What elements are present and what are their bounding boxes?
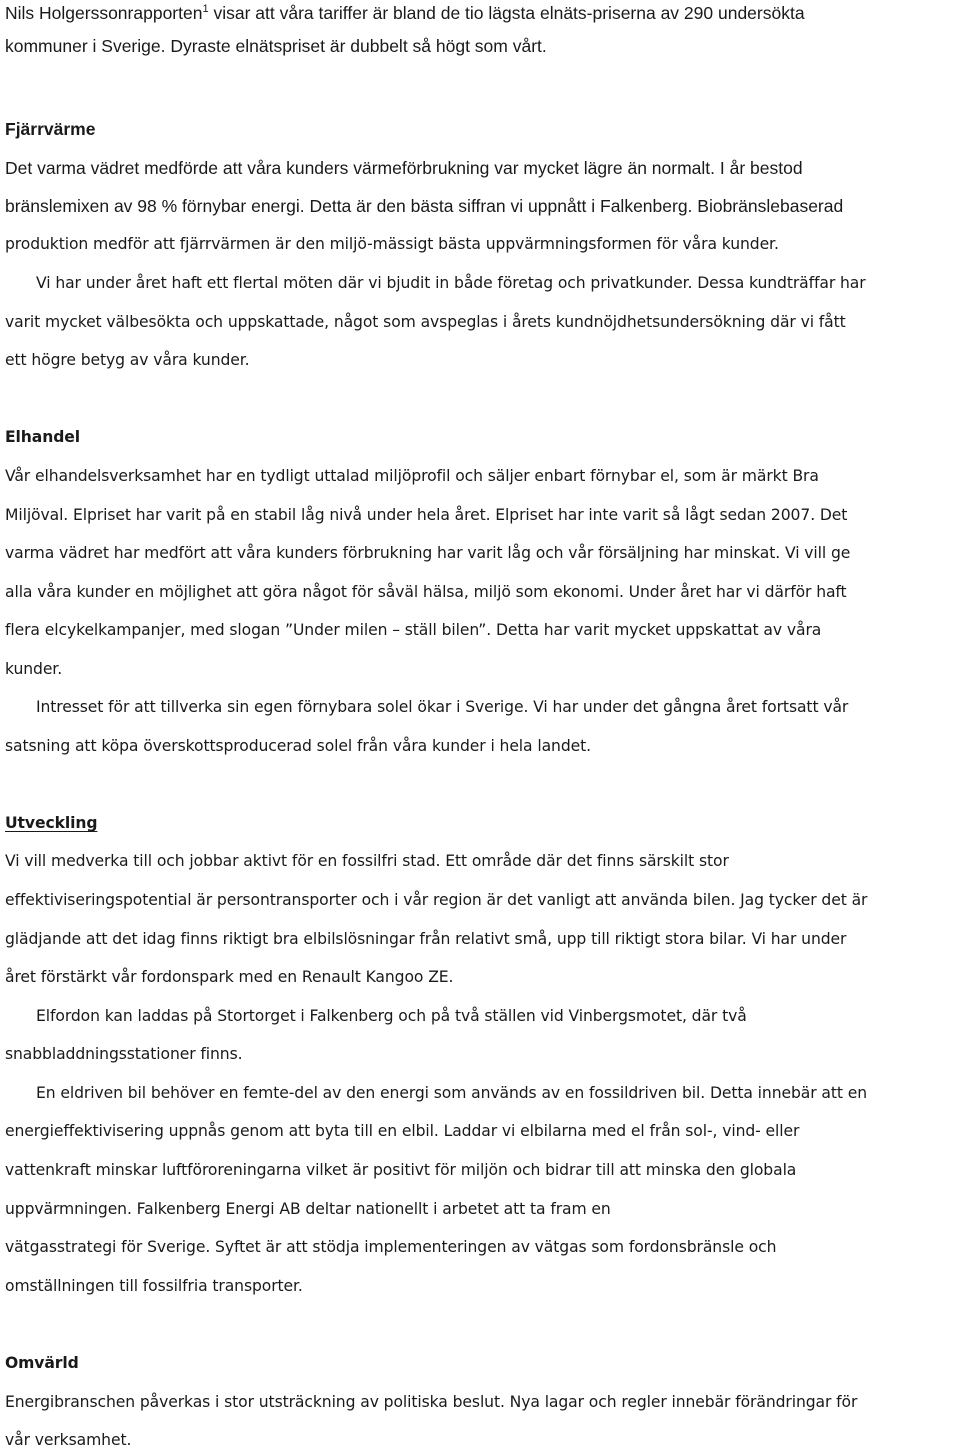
section-heading-fjarrvarme: Fjärrvärme (5, 119, 96, 139)
section-heading-omvarld: Omvärld (5, 1354, 79, 1372)
paragraph-line: vätgasstrategi för Sverige. Syftet är att stödja implementeringen av vätgas som fordonsbränsle och (5, 1238, 777, 1256)
paragraph-line: Vår elhandelsverksamhet har en tydligt uttalad miljöprofil och säljer enbart förnybar el, som är märkt Bra (5, 467, 819, 485)
paragraph-line: produktion medför att fjärrvärmen är den miljö-mässigt bästa uppvärmningsformen för våra kunder. (5, 235, 779, 253)
paragraph-line: flera elcykelkampanjer, med slogan ”Under milen – ställ bilen”. Detta har varit mycket uppskattat av våra (5, 621, 822, 639)
paragraph-line: vattenkraft minskar luftföroreningarna vilket är positivt för miljön och bidrar till att minska den globala (5, 1161, 797, 1179)
paragraph-line: Vi vill medverka till och jobbar aktivt för en fossilfri stad. Ett område där det finns särskilt stor (5, 852, 729, 870)
paragraph-line: Det varma vädret medförde att våra kunders värmeförbrukning var mycket lägre än normalt. I år bestod (5, 158, 803, 178)
paragraph-line: Elfordon kan laddas på Stortorget i Falkenberg och på två ställen vid Vinbergsmotet, där två (36, 1007, 747, 1025)
paragraph-line: Intresset för att tillverka sin egen förnybara solel ökar i Sverige. Vi har under det gångna året fortsatt vår (36, 698, 849, 716)
paragraph-line: vår verksamhet. (5, 1431, 132, 1449)
paragraph-line: varma vädret har medfört att våra kunders förbrukning har varit låg och vår försäljning har minskat. Vi vill ge (5, 544, 851, 562)
section-heading-utveckling: Utveckling (5, 814, 98, 832)
intro-text-b: visar att våra tariffer är bland de tio lägsta elnäts-priserna av 290 undersökta (208, 3, 805, 23)
paragraph-line: Miljöval. Elpriset har varit på en stabil låg nivå under hela året. Elpriset har inte varit så lågt sedan 2007. Det (5, 506, 848, 524)
paragraph-line: varit mycket välbesökta och uppskattade, något som avspeglas i årets kundnöjdhetsundersökning där vi fått (5, 313, 846, 331)
paragraph-line: satsning att köpa överskottsproducerad solel från våra kunder i hela landet. (5, 737, 591, 755)
paragraph-line: kunder. (5, 660, 63, 678)
paragraph-line: bränslemixen av 98 % förnybar energi. Detta är den bästa siffran vi uppnått i Falkenberg. Biobränslebaserad (5, 196, 844, 216)
intro-line-1 (5, 1, 805, 25)
paragraph-line: omställningen till fossilfria transporter. (5, 1277, 303, 1295)
footnote-reference[interactable]: 1 (202, 3, 209, 16)
paragraph-line: snabbladdningsstationer finns. (5, 1045, 243, 1063)
paragraph-line: alla våra kunder en möjlighet att göra något för såväl hälsa, miljö som ekonomi. Under året har vi därför haft (5, 583, 847, 601)
intro-text-a: Nils Holgerssonrapporten (5, 3, 203, 23)
paragraph-line: ett högre betyg av våra kunder. (5, 351, 250, 369)
paragraph-line: Energibranschen påverkas i stor utsträckning av politiska beslut. Nya lagar och regler innebär förändringar för (5, 1393, 858, 1411)
section-heading-elhandel: Elhandel (5, 428, 81, 446)
paragraph-line: effektiviseringspotential är persontransporter och i vår region är det vanligt att använda bilen. Jag tycker det är (5, 891, 868, 909)
paragraph-line: året förstärkt vår fordonspark med en Renault Kangoo ZE. (5, 968, 454, 986)
paragraph-line: energieffektivisering uppnås genom att byta till en elbil. Laddar vi elbilarna med el från sol-, vind- eller (5, 1122, 800, 1140)
paragraph-line: glädjande att det idag finns riktigt bra elbilslösningar från relativt små, upp till riktigt stora bilar. Vi har under (5, 930, 847, 948)
paragraph-line: En eldriven bil behöver en femte-del av den energi som används av en fossildriven bil. Detta innebär att en (36, 1084, 868, 1102)
paragraph-line: uppvärmningen. Falkenberg Energi AB deltar nationellt i arbetet att ta fram en (5, 1200, 611, 1218)
intro-line-2: kommuner i Sverige. Dyraste elnätspriset är dubbelt så högt som vårt. (5, 36, 547, 56)
paragraph-line: Vi har under året haft ett flertal möten där vi bjudit in både företag och privatkunder. Dessa kundträffar har (36, 274, 866, 292)
